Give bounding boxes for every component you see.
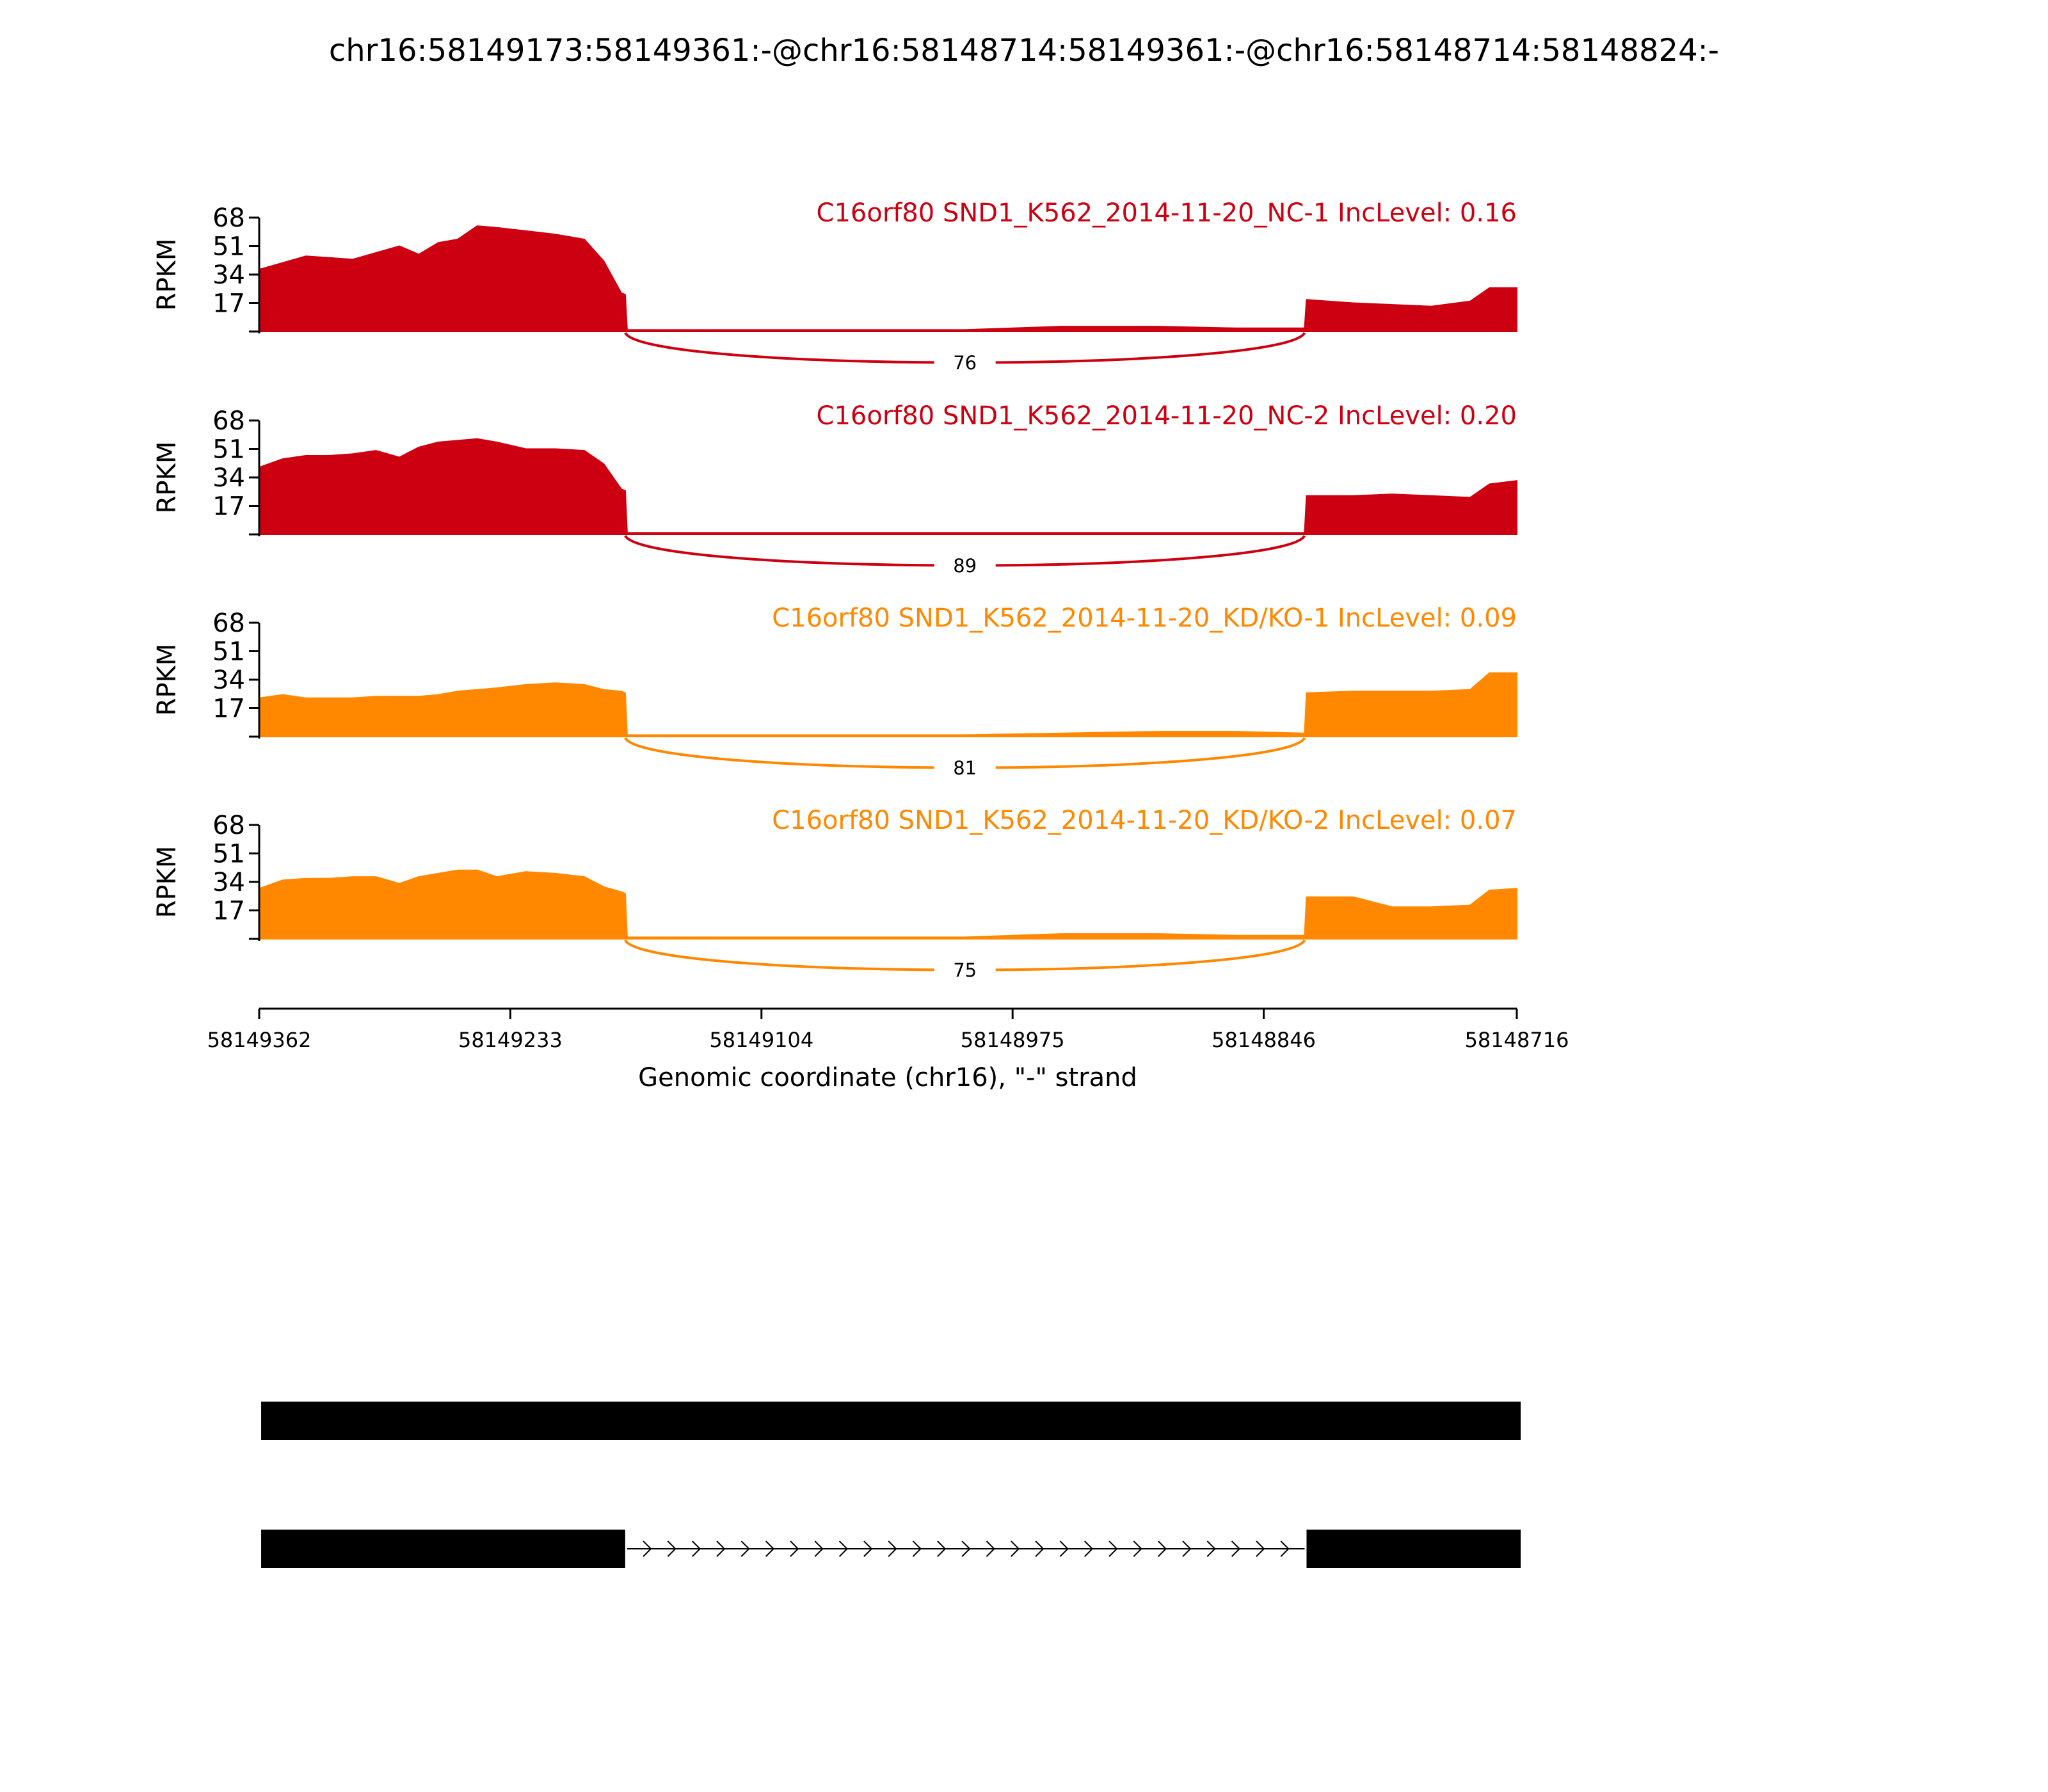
y-tick-label: 34: [212, 868, 245, 897]
figure-title: chr16:58149173:58149361:-@chr16:58148714:58149361:-@chr16:58148714:58148824:-: [328, 33, 1720, 68]
y-tick-label: 68: [212, 609, 245, 638]
x-tick-label: 58148716: [1464, 1028, 1569, 1052]
x-tick-label: 58148846: [1212, 1028, 1316, 1052]
panel-title: C16orf80 SND1_K562_2014-11-20_NC-2 IncLevel: 0.20: [816, 401, 1517, 431]
y-tick-label: 17: [212, 289, 245, 319]
y-axis-label: RPKM: [152, 643, 182, 716]
junction-count-label: 76: [953, 352, 977, 374]
junction-count-label: 89: [953, 555, 977, 577]
gene-models: [261, 1402, 1521, 1568]
y-tick-label: 51: [212, 637, 245, 667]
y-tick-label: 34: [212, 260, 245, 290]
coverage-panels: [152, 198, 1517, 981]
junction-count-label: 81: [953, 757, 977, 779]
x-tick-label: 58149104: [709, 1028, 814, 1052]
y-tick-label: 34: [212, 463, 245, 493]
y-axis-label: RPKM: [152, 845, 182, 918]
y-tick-label: 17: [212, 492, 245, 522]
coverage-panel: [152, 401, 1517, 577]
panel-title: C16orf80 SND1_K562_2014-11-20_NC-1 IncLevel: 0.16: [816, 198, 1517, 228]
y-tick-label: 68: [212, 811, 245, 840]
coverage-area: [259, 870, 1517, 939]
coverage-area: [259, 226, 1517, 332]
x-tick-label: 58149233: [458, 1028, 563, 1052]
coverage-panel: [152, 198, 1517, 374]
y-axis-label: RPKM: [152, 441, 182, 514]
coverage-panel: [152, 604, 1517, 779]
exon-block: [261, 1402, 1521, 1440]
y-axis-label: RPKM: [152, 238, 182, 311]
gene-model-exclusion: [261, 1530, 1521, 1568]
coverage-area: [259, 673, 1517, 737]
x-axis: [207, 1009, 1569, 1092]
x-tick-label: 58149362: [207, 1028, 312, 1052]
y-tick-label: 51: [212, 232, 245, 262]
y-tick-label: 68: [212, 406, 245, 436]
junction-count-label: 75: [953, 959, 977, 981]
coverage-panel: [152, 806, 1517, 981]
x-tick-label: 58148975: [960, 1028, 1065, 1052]
exon-block: [261, 1530, 625, 1568]
y-tick-label: 68: [212, 204, 245, 233]
y-tick-label: 17: [212, 896, 245, 926]
y-tick-label: 17: [212, 694, 245, 724]
panel-title: C16orf80 SND1_K562_2014-11-20_KD/KO-1 IncLevel: 0.09: [772, 604, 1517, 633]
y-tick-label: 34: [212, 666, 245, 695]
y-tick-label: 51: [212, 435, 245, 465]
coverage-area: [259, 439, 1517, 534]
x-axis-label: Genomic coordinate (chr16), "-" strand: [638, 1063, 1137, 1092]
y-tick-label: 51: [212, 839, 245, 869]
exon-block: [1306, 1530, 1521, 1568]
panel-title: C16orf80 SND1_K562_2014-11-20_KD/KO-2 IncLevel: 0.07: [772, 806, 1517, 835]
gene-model-inclusion: [261, 1402, 1521, 1440]
